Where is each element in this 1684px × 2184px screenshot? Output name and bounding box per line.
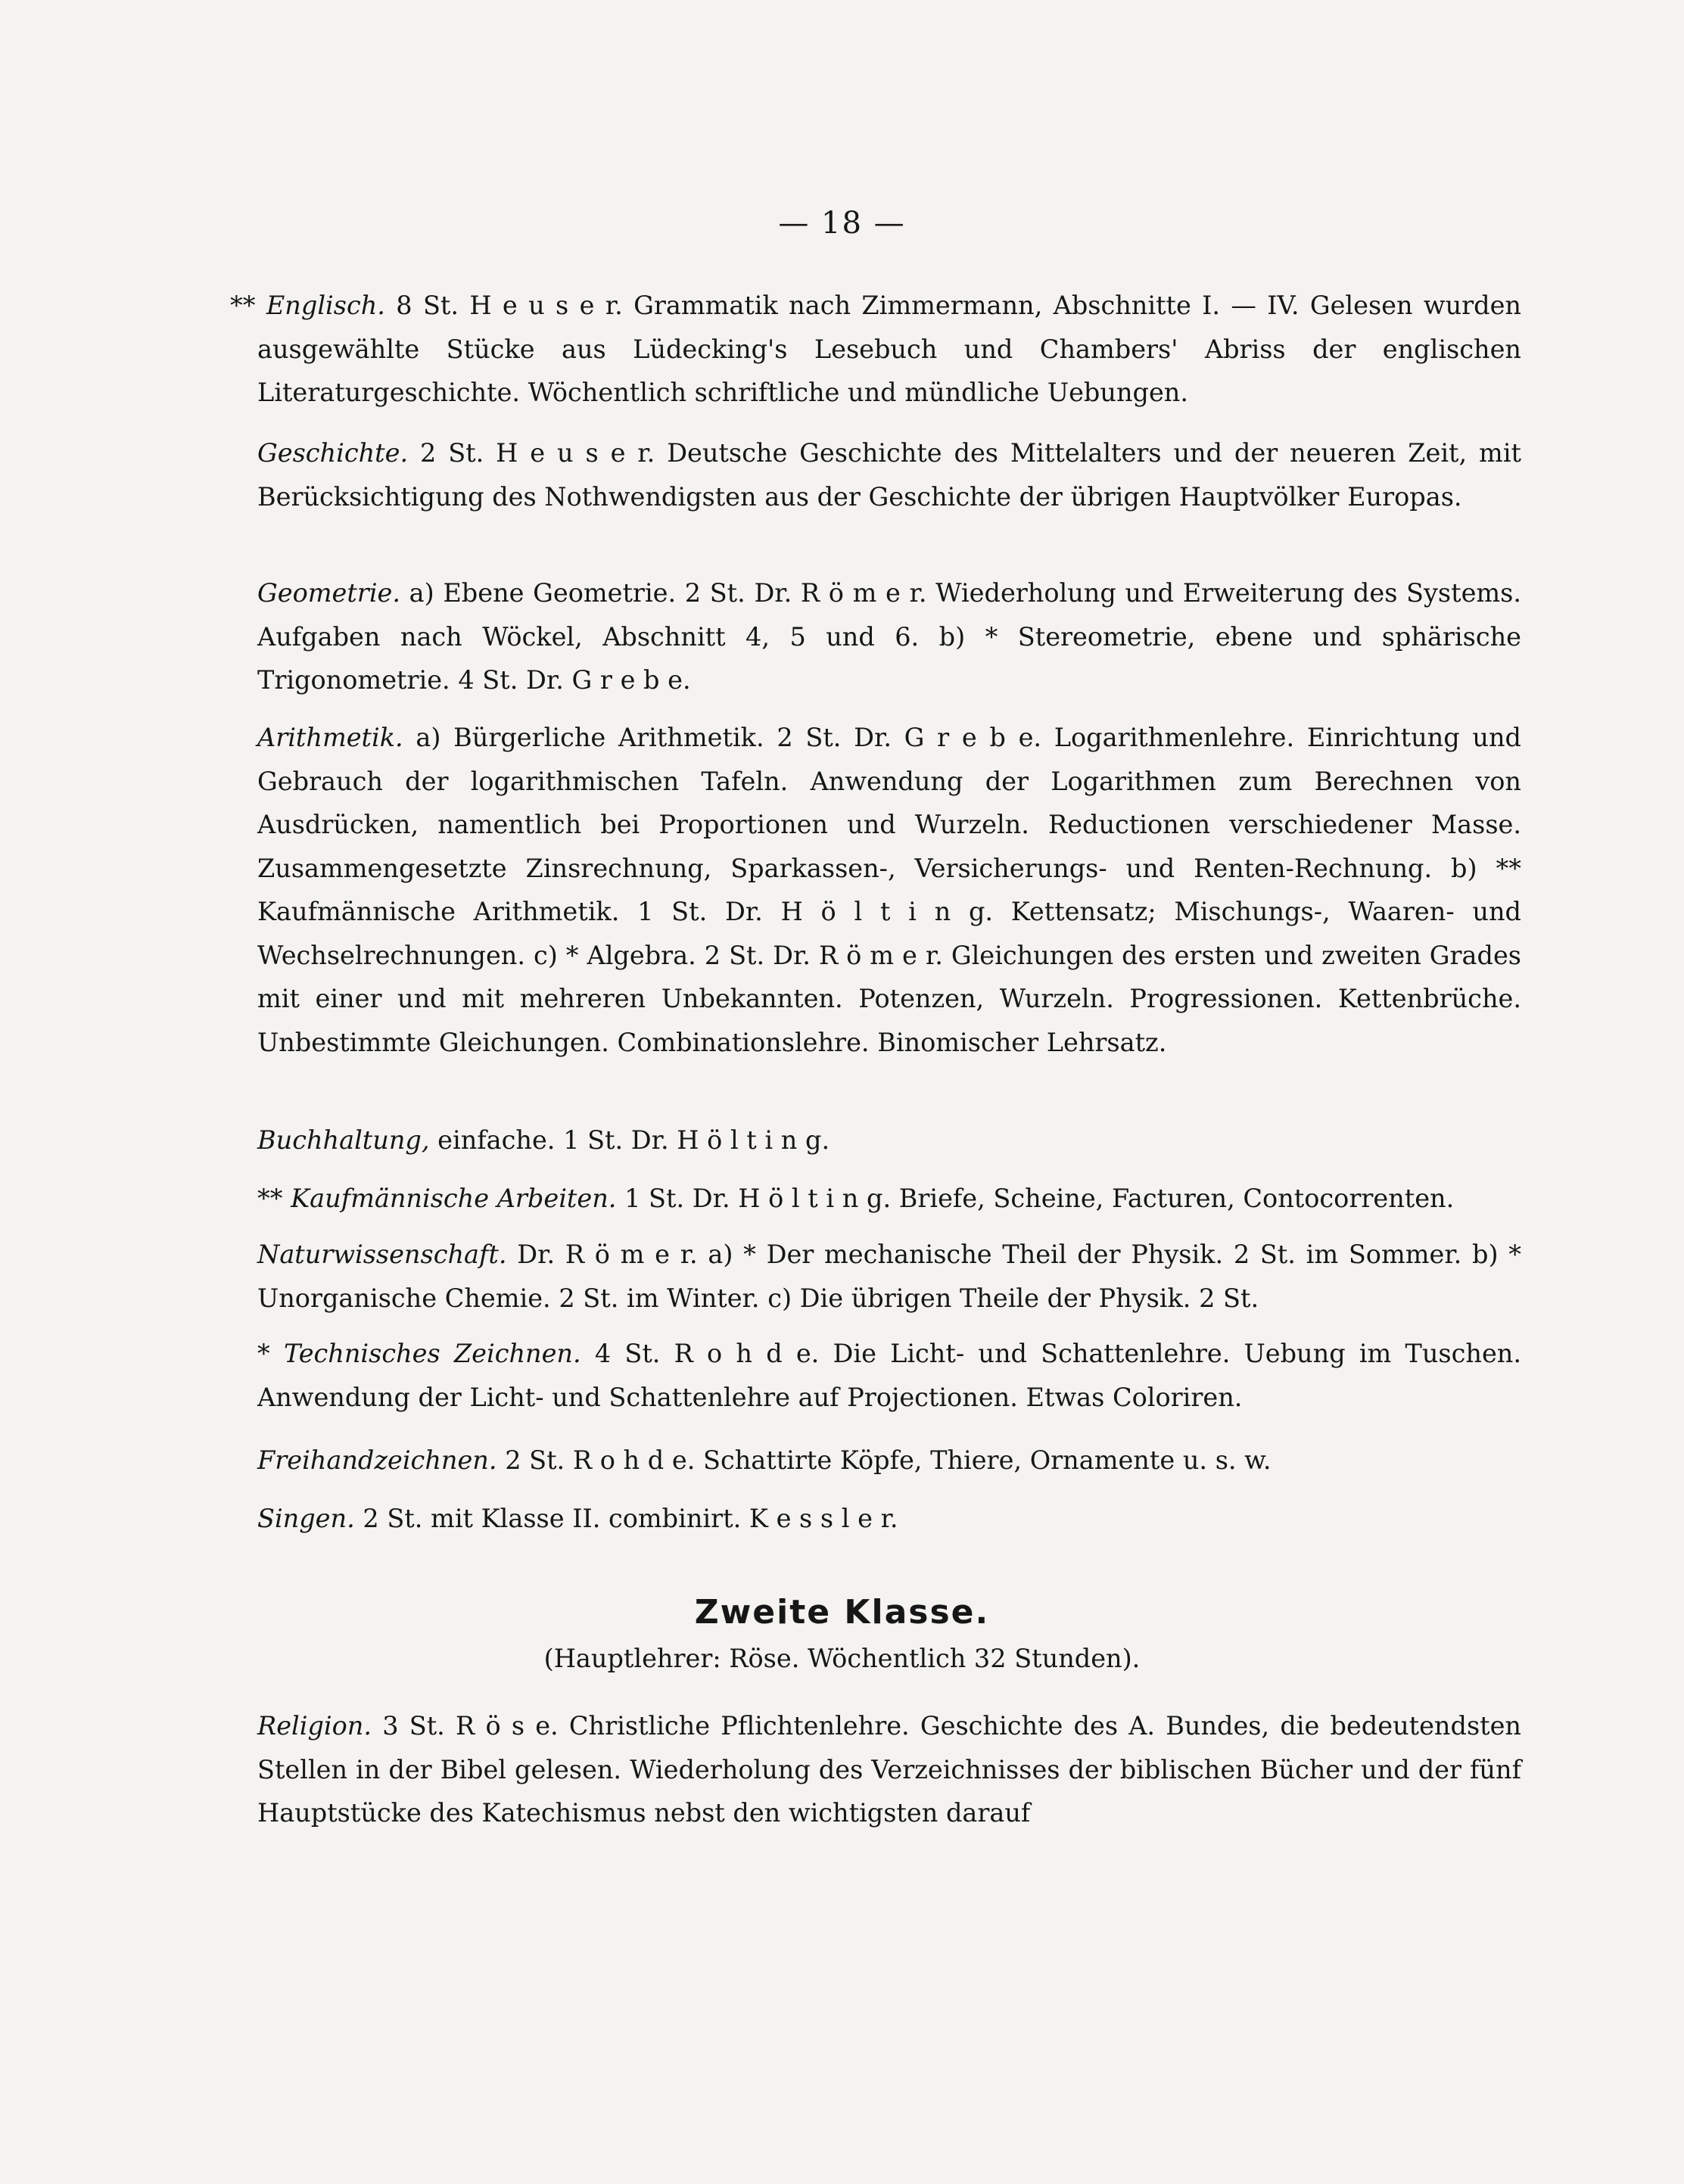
entry-religion [257, 1704, 1521, 1835]
entry-text: 1 St. Dr. H ö l t i n g. Briefe, Scheine, Facturen, Contocorrenten. [624, 1184, 1455, 1213]
entry-text: 3 St. R ö s e. Christliche Pflichtenlehre. Geschichte des A. Bundes, die bedeutendsten Stellen in der Bibel gelesen. Wiederholung des Verzeichnisses der biblischen Bücher und der fünf Hauptstücke des Katechismus nebst den wichtigsten darauf [257, 1711, 1522, 1828]
entry-kaufmaennische-arbeiten [257, 1177, 1521, 1221]
subject-label: Singen. [257, 1504, 355, 1533]
subject-label: Religion. [257, 1711, 372, 1741]
entry-text: a) Ebene Geometrie. 2 St. Dr. R ö m e r. Wiederholung und Erweiterung des Systems. Aufgaben nach Wöckel, Abschnitt 4, 5 und 6. b) * Stereometrie, ebene und sphärische Trigonometrie. 4 St. Dr. G r e b e. [257, 578, 1522, 695]
entry-naturwissenschaft [257, 1233, 1521, 1320]
entry-text: 2 St. R o h d e. Schattirte Köpfe, Thiere, Ornamente u. s. w. [505, 1445, 1272, 1475]
subject-label: Buchhaltung, [257, 1125, 430, 1155]
subject-label: ** Englisch. [230, 291, 385, 320]
entry-englisch [230, 284, 1522, 415]
subject-label: Arithmetik. [257, 723, 403, 752]
entry-geometrie [257, 571, 1521, 702]
entry-text: Dr. R ö m e r. a) * Der mechanische Theil der Physik. 2 St. im Sommer. b) * Unorganische Chemie. 2 St. im Winter. c) Die übrigen Theile der Physik. 2 St. [257, 1240, 1521, 1313]
subject-label: Geometrie. [257, 578, 401, 608]
page-number: — 18 — [778, 206, 906, 241]
entry-text: 2 St. mit Klasse II. combinirt. K e s s l e r. [363, 1504, 898, 1533]
entry-text: 2 St. H e u s e r. Deutsche Geschichte des Mittelalters und der neueren Zeit, mit Berücksichtigung des Nothwendigsten aus der Geschichte der übrigen Hauptvölker Europas. [257, 438, 1521, 512]
section-heading: Zweite Klasse. [694, 1593, 990, 1632]
entry-technisches-zeichnen [257, 1332, 1521, 1419]
subject-label: Naturwissenschaft. [257, 1240, 507, 1269]
subject-label: Freihandzeichnen. [257, 1445, 497, 1475]
entry-singen [257, 1497, 1521, 1541]
entry-geschichte [257, 431, 1521, 518]
section-subheading: (Hauptlehrer: Röse. Wöchentlich 32 Stunden). [543, 1644, 1141, 1673]
subject-label: * Technisches Zeichnen. [257, 1339, 581, 1368]
subject-label: ** Kaufmännische Arbeiten. [257, 1184, 617, 1213]
entry-arithmetik [257, 716, 1521, 1064]
entry-text: a) Bürgerliche Arithmetik. 2 St. Dr. G r e b e. Logarithmenlehre. Einrichtung und Gebrauch der logarithmischen Tafeln. Anwendung der Logarithmen zum Berechnen von Ausdrücken, namentlich bei Proportionen und Wurzeln. Reductionen verschiedener Masse. Zusammengesetzte Zinsrechnung, Sparkassen-, Versicherungs- und Renten-Rechnung. b) ** Kaufmännische Arithmetik. 1 St. Dr. H ö l t i n g. Kettensatz; Mischungs-, Waaren- und Wechselrechnungen. c) * Algebra. 2 St. Dr. R ö m e r. Gleichungen des ersten und zweiten Grades mit einer und mit mehreren Unbekannten. Potenzen, Wurzeln. Progressionen. Kettenbrüche. Unbestimmte Gleichungen. Combinationslehre. Binomischer Lehrsatz. [257, 723, 1521, 1057]
entry-freihandzeichnen [257, 1439, 1521, 1482]
entry-text: 8 St. H e u s e r. Grammatik nach Zimmermann, Abschnitte I. — IV. Gelesen wurden ausgewählte Stücke aus Lüdecking's Lesebuch und Chambers' Abriss der englischen Literaturgeschichte. Wöchentlich schriftliche und mündliche Uebungen. [257, 291, 1522, 407]
entry-text: 4 St. R o h d e. Die Licht- und Schattenlehre. Uebung im Tuschen. Anwendung der Licht- und Schattenlehre auf Projectionen. Etwas Coloriren. [257, 1339, 1522, 1412]
subject-label: Geschichte. [257, 438, 409, 468]
entry-text: einfache. 1 St. Dr. H ö l t i n g. [437, 1125, 830, 1155]
entry-buchhaltung [257, 1118, 1521, 1162]
